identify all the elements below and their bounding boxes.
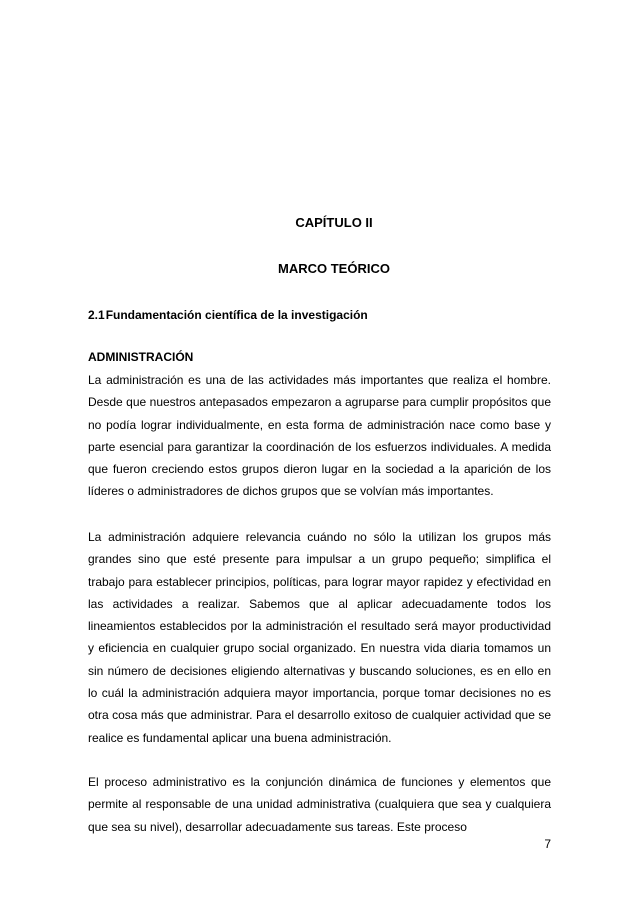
section-heading: [88, 308, 368, 322]
chapter-title: CAPÍTULO II: [295, 215, 373, 230]
page-number: 7: [544, 837, 551, 851]
topic-heading: ADMINISTRACIÓN: [88, 350, 194, 364]
chapter-subtitle: MARCO TEÓRICO: [278, 261, 390, 276]
paragraph-1: La administración es una de las actividades más importantes que realiza el hombre. Desde que nuestros antepasados empezaron a agruparse para cumplir propósitos que no podía lograr individualmente, en esta forma de administración nace como base y parte esencial para garantizar la coordinación de los esfuerzos individuales. A medida que fueron creciendo estos grupos dieron lugar en la sociedad a la aparición de los líderes o administradores de dichos grupos que se volvían más importantes.: [88, 373, 551, 499]
section-title: Fundamentación científica de la investigación: [105, 308, 368, 322]
section-number: 2.1: [88, 308, 105, 322]
paragraph-2: La administración adquiere relevancia cuándo no sólo la utilizan los grupos más grandes sino que esté presente para impulsar a un grupo pequeño; simplifica el trabajo para establecer principios, políticas, para lograr mayor rapidez y efectividad en las actividades a realizar. Sabemos que al aplicar adecuadamente todos los lineamientos establecidos por la administración el resultado será mayor productividad y eficiencia en cualquier grupo social organizado. En nuestra vida diaria tomamos un sin número de decisiones eligiendo alternativas y buscando soluciones, es en ello en lo cuál la administración adquiera mayor importancia, porque tomar decisiones no es otra cosa más que administrar. Para el desarrollo exitoso de cualquier actividad que se realice es fundamental aplicar una buena administración.: [88, 530, 551, 745]
paragraph-3: El proceso administrativo es la conjunción dinámica de funciones y elementos que permite al responsable de una unidad administrativa (cualquiera que sea y cualquiera que sea su nivel), desarrollar adecuadamente sus tareas. Este proceso: [88, 775, 551, 834]
